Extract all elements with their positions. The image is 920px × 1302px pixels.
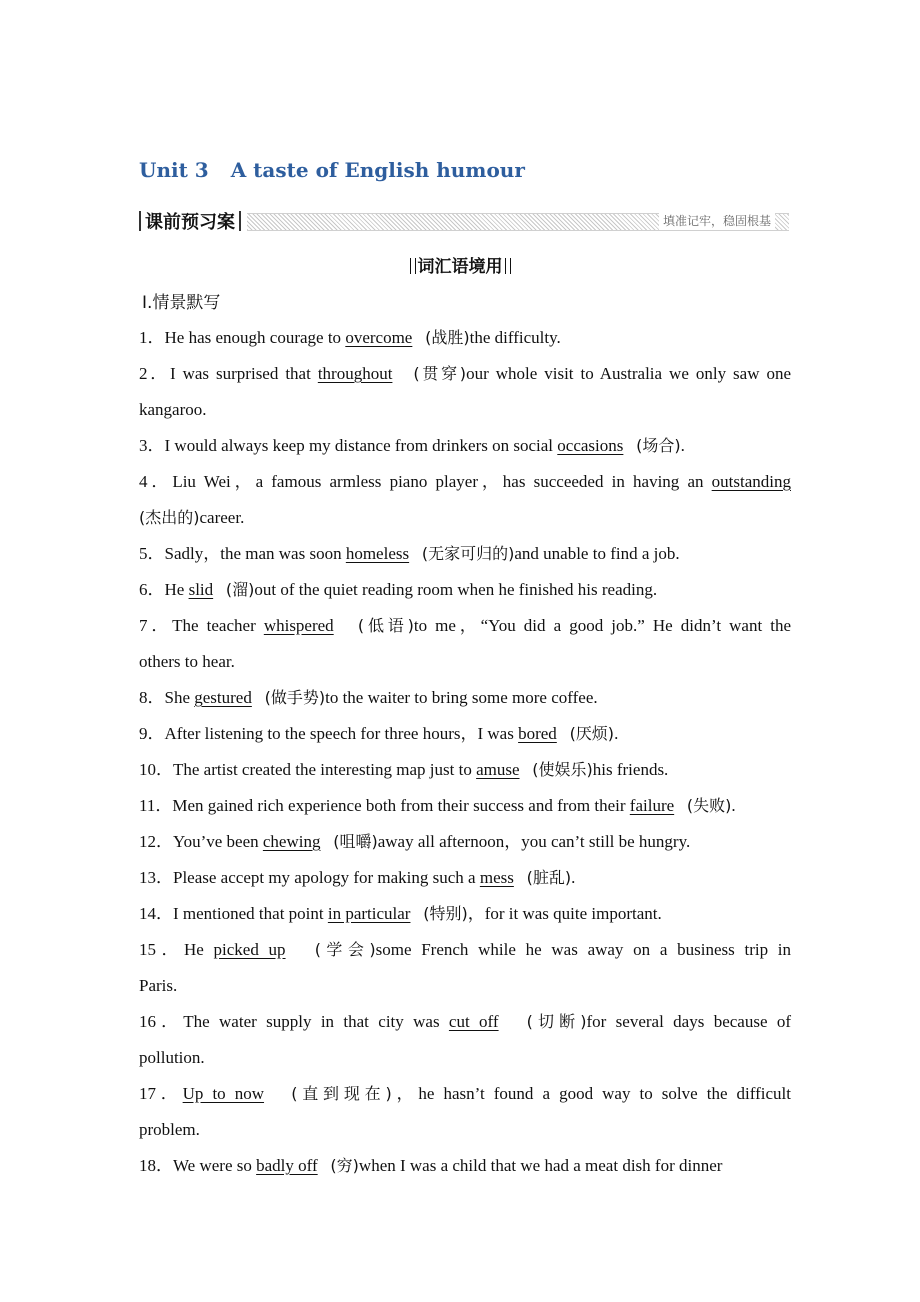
item-number: 3．: [139, 436, 165, 455]
item-text-after: the difficulty.: [469, 328, 561, 347]
item-text-after: .: [680, 436, 685, 455]
item-number: 13．: [139, 868, 173, 887]
item-number: 9．: [139, 724, 165, 743]
item-text-continued: problem.: [139, 1120, 200, 1139]
exercise-item: [139, 572, 791, 608]
item-number: 8．: [139, 688, 165, 707]
exercise-item: [139, 464, 791, 500]
item-text-continued: pollution.: [139, 1048, 205, 1067]
banner-label: 课前预习案: [145, 212, 235, 233]
item-text-before: Liu Wei，a famous armless piano player，has succeeded in having an: [172, 472, 712, 491]
exercise-item: [139, 536, 791, 572]
banner-slogan: 填准记牢，稳固根基: [659, 212, 775, 230]
chinese-hint: (场合): [636, 436, 681, 455]
item-number: 7．: [139, 616, 173, 635]
item-text-before: She: [164, 688, 195, 707]
exercise-item-continued: [139, 968, 791, 1004]
item-text-before: We were so: [173, 1156, 257, 1175]
exercise-item: [139, 428, 791, 464]
answer-blank: cut off: [448, 1012, 499, 1031]
chinese-hint: (杰出的): [139, 508, 200, 527]
answer-blank: badly off: [256, 1156, 318, 1175]
exercise-item: [139, 1148, 791, 1184]
item-text-before: You’ve been: [173, 832, 263, 851]
item-text-after: out of the quiet reading room when he finished his reading.: [254, 580, 658, 599]
section-title: [0, 252, 920, 277]
chinese-hint: (无家可归的): [421, 544, 515, 563]
chinese-hint: (直到现在): [291, 1084, 392, 1103]
item-text-after: for several days because of: [586, 1012, 792, 1031]
item-text-continued: career.: [199, 508, 245, 527]
item-number: 17．: [139, 1084, 183, 1103]
item-text-continued: Paris.: [139, 976, 178, 995]
item-text-before: I mentioned that point: [173, 904, 328, 923]
item-number: 14．: [139, 904, 173, 923]
chinese-hint: (脏乱): [526, 868, 572, 887]
item-text-after: our whole visit to Australia we only saw one: [466, 364, 792, 383]
answer-blank: throughout: [317, 364, 393, 383]
exercise-item: [139, 356, 791, 392]
chinese-hint: (特别): [423, 904, 468, 923]
chinese-hint: (咀嚼): [333, 832, 378, 851]
item-text-after: .: [614, 724, 619, 743]
item-text-before: The artist created the interesting map just to: [173, 760, 477, 779]
item-text-before: Men gained rich experience both from their success and from their: [172, 796, 630, 815]
chinese-hint: (失败): [686, 796, 732, 815]
section-title-text: 词汇语境用: [417, 257, 503, 277]
answer-blank: picked up: [213, 940, 286, 959]
answer-blank: bored: [518, 724, 557, 743]
item-text-after: away all afternoon，you can’t still be hungry.: [377, 832, 691, 851]
item-number: 15．: [139, 940, 184, 959]
item-number: 10．: [139, 760, 173, 779]
item-number: 1．: [139, 328, 165, 347]
item-text-before: After listening to the speech for three hours，I was: [164, 724, 519, 743]
exercise-item: [139, 320, 791, 356]
part-heading: Ⅰ.情景默写: [142, 293, 221, 313]
item-text-after: to the waiter to bring some more coffee.: [325, 688, 598, 707]
answer-blank: homeless: [345, 544, 410, 563]
exercise-item-continued: [139, 1040, 791, 1076]
exercise-item-continued: [139, 500, 791, 536]
exercise-item: [139, 1004, 791, 1040]
answer-blank: mess: [479, 868, 514, 887]
chinese-hint: (做手势): [264, 688, 326, 707]
item-text-before: He: [183, 940, 214, 959]
exercise-item-continued: [139, 644, 791, 680]
chinese-hint: (使娱乐): [532, 760, 593, 779]
exercise-item: [139, 608, 791, 644]
item-number: 5．: [139, 544, 165, 563]
chinese-hint: (低语): [357, 616, 414, 635]
item-number: 4．: [139, 472, 173, 491]
exercise-item: [139, 1076, 791, 1112]
exercise-item: [139, 860, 791, 896]
exercise-item: [139, 752, 791, 788]
item-number: 2．: [139, 364, 170, 383]
unit-name: A taste of English humour: [230, 158, 525, 182]
item-text-after: when I was a child that we had a meat dish for dinner: [358, 1156, 723, 1175]
answer-blank: slid: [188, 580, 214, 599]
exercise-item-continued: [139, 1112, 791, 1148]
chinese-hint: (厌烦): [569, 724, 615, 743]
item-text-continued: kangaroo.: [139, 400, 207, 419]
exercise-item: [139, 932, 791, 968]
answer-blank: gestured: [194, 688, 252, 707]
item-number: 11．: [139, 796, 173, 815]
item-text-before: The teacher: [172, 616, 264, 635]
item-text-before: Sadly，the man was soon: [164, 544, 346, 563]
answer-blank: in particular: [327, 904, 411, 923]
chinese-hint: (贯穿): [413, 364, 467, 383]
answer-blank: amuse: [476, 760, 520, 779]
unit-title: [139, 158, 525, 182]
item-text-continued: others to hear.: [139, 652, 235, 671]
item-text-after: some French while he was away on a business trip in: [375, 940, 792, 959]
item-number: 16．: [139, 1012, 184, 1031]
item-text-before: I would always keep my distance from drinkers on social: [164, 436, 558, 455]
item-text-after: .: [571, 868, 576, 887]
exercise-item-continued: [139, 392, 791, 428]
item-text-before: The water supply in that city was: [183, 1012, 449, 1031]
item-number: 18．: [139, 1156, 173, 1175]
exercise-item: [139, 896, 791, 932]
item-text-after: his friends.: [592, 760, 669, 779]
exercise-item: [139, 680, 791, 716]
item-text-before: He has enough courage to: [164, 328, 346, 347]
answer-blank: occasions: [557, 436, 624, 455]
chinese-hint: (战胜): [425, 328, 470, 347]
exercise-item: [139, 788, 791, 824]
answer-blank: chewing: [262, 832, 321, 851]
item-number: 12．: [139, 832, 173, 851]
item-text-after: ，he hasn’t found a good way to solve the difficult: [391, 1084, 792, 1103]
item-number: 6．: [139, 580, 165, 599]
answer-blank: outstanding: [711, 472, 791, 491]
chinese-hint: (切断): [526, 1012, 587, 1031]
answer-blank: whispered: [263, 616, 334, 635]
chinese-hint: (学会): [314, 940, 376, 959]
exercise-item: [139, 716, 791, 752]
answer-blank: failure: [629, 796, 675, 815]
exercise-item: [139, 824, 791, 860]
unit-number: Unit 3: [139, 158, 209, 182]
item-text-before: I was surprised that: [169, 364, 318, 383]
preview-banner: [139, 208, 789, 234]
item-text-after: ，for it was quite important.: [467, 904, 662, 923]
item-text-after: to me，“You did a good job.” He didn’t want the: [413, 616, 792, 635]
chinese-hint: (穷): [330, 1156, 359, 1175]
banner-label-box: [139, 208, 245, 234]
item-text-after: .: [731, 796, 736, 815]
chinese-hint: (溜): [225, 580, 255, 599]
exercise-list: [139, 320, 791, 1184]
item-text-before: Please accept my apology for making such a: [173, 868, 480, 887]
item-text-before: He: [164, 580, 189, 599]
answer-blank: overcome: [345, 328, 413, 347]
item-text-after: and unable to find a job.: [514, 544, 680, 563]
answer-blank: Up to now: [182, 1084, 265, 1103]
